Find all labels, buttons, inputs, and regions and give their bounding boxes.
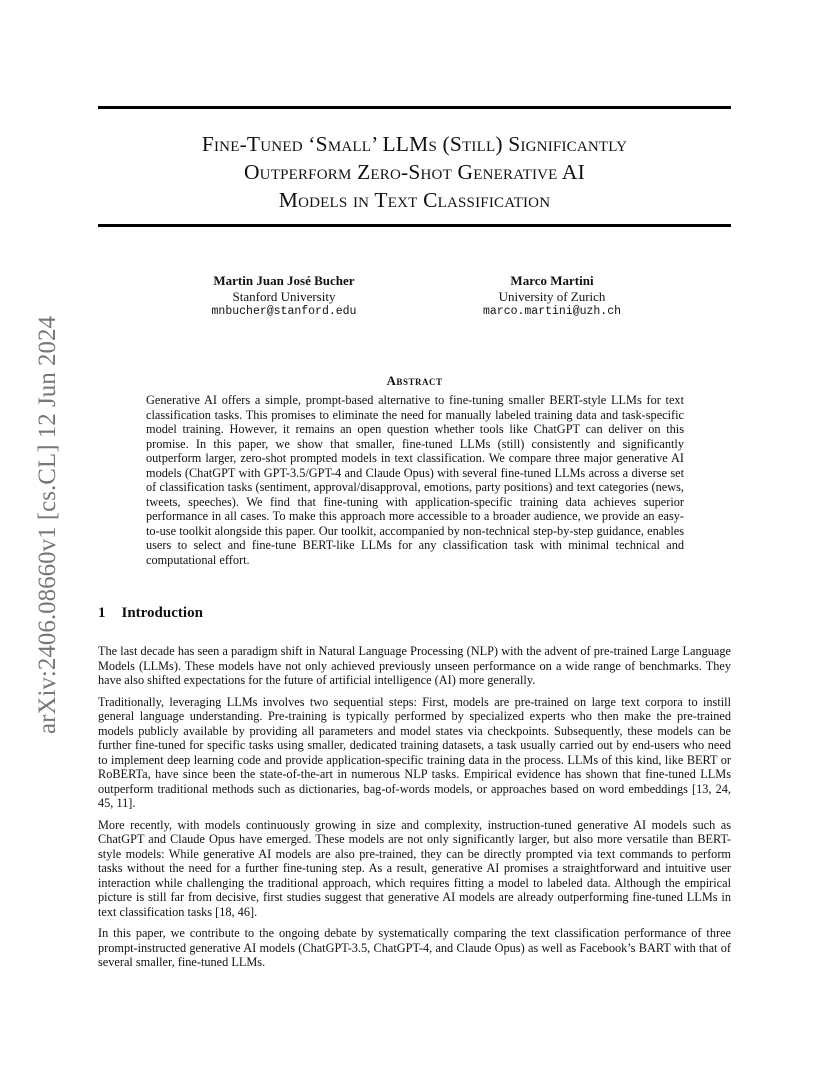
paragraph: More recently, with models continuously growing in size and complexity, instruction-tuned generative AI models such as ChatGPT and Claude Opus have emerged. These models are not only significantly larger, but also more versatile than BERT-style models: While generative AI models are also pre-trained, they can be directly prompted via text commands to perform tasks without the need for a further fine-tuning step. As a result, generative AI promises a straightforward and intuitive user interaction while challenging the traditional approach, which requires fitting a model to labeled data. Although the empirical picture is still far from decisive, first studies suggest that generative AI models are already outperforming fine-tuned LLMs in text classification tasks [18, 46]. bbox=[98, 817, 731, 919]
author-email[interactable]: marco.martini@uzh.ch bbox=[482, 305, 622, 318]
section-body bbox=[98, 644, 731, 977]
abstract-body: Generative AI offers a simple, prompt-based alternative to fine-tuning smaller BERT-style LLMs for text classification tasks. This promises to eliminate the need for manually labeled training data and task-specific model training. However, it remains an open question whether tools like ChatGPT can deliver on this promise. In this paper, we show that smaller, fine-tuned LLMs (still) consistently and significantly outperform larger, zero-shot prompted models in text classification. We compare three major generative AI models (ChatGPT with GPT-3.5/GPT-4 and Claude Opus) with several fine-tuned LLMs across a diverse set of classification tasks (sentiment, approval/disapproval, emotions, party positions) and text categories (news, tweets, speeches). We find that fine-tuning with application-specific training data achieves superior performance in all cases. To make this approach more accessible to a broader audience, we provide an easy-to-use toolkit alongside this paper. Our toolkit, accompanied by non-technical step-by-step guidance, enables users to select and fine-tune BERT-like LLMs for any classification task with minimal technical and computational effort. bbox=[146, 393, 684, 567]
abstract-heading-text: Abstract bbox=[386, 373, 443, 388]
section-number: 1 bbox=[98, 605, 106, 621]
paper-title bbox=[98, 130, 731, 214]
title-bottom-rule bbox=[98, 224, 731, 227]
title-line-2: Outperform Zero-Shot Generative AI bbox=[243, 160, 586, 184]
author-name: Marco Martini bbox=[510, 273, 594, 288]
author-affiliation: University of Zurich bbox=[498, 288, 606, 304]
section-heading bbox=[98, 605, 203, 622]
title-line-3: Models in Text Classification bbox=[278, 188, 551, 212]
arxiv-sidebar-stamp: arXiv:2406.08660v1 [cs.CL] 12 Jun 2024 bbox=[34, 315, 61, 735]
paragraph: The last decade has seen a paradigm shift in Natural Language Processing (NLP) with the advent of pre-trained Large Language Models (LLMs). These models have not only achieved previously unseen performance on a wide range of benchmarks. They have also shifted expectations for the future of artificial intelligence (AI) more generally. bbox=[98, 644, 731, 687]
author-affiliation: Stanford University bbox=[232, 288, 336, 304]
author-name: Martin Juan José Bucher bbox=[213, 273, 355, 288]
section-title: Introduction bbox=[121, 605, 203, 621]
title-line-1: Fine-Tuned ‘Small’ LLMs (Still) Significantly bbox=[201, 132, 628, 156]
author-block-1 bbox=[184, 273, 384, 320]
paragraph: In this paper, we contribute to the ongoing debate by systematically comparing the text classification performance of three prompt-instructed generative AI models (ChatGPT-3.5, ChatGPT-4, and Claude Opus) as well as Facebook’s BART with that of several smaller, fine-tuned LLMs. bbox=[98, 926, 731, 969]
title-top-rule bbox=[98, 106, 731, 109]
author-email[interactable]: mnbucher@stanford.edu bbox=[211, 305, 357, 318]
abstract-heading bbox=[98, 373, 731, 389]
paragraph: Traditionally, leveraging LLMs involves two sequential steps: First, models are pre-trained on large text corpora to instill general language understanding. Pre-training is typically performed by specialized experts who then make the pre-trained models publicly available by providing all parameters and model states via checkpoints. Subsequently, these models can be further fine-tuned for specific tasks using smaller, dedicated training datasets, a task usually carried out by end-users who need to implement deep learning code and provide application-specific training data in the process. LLMs of this kind, like BERT or RoBERTa, have since been the state-of-the-art in numerous NLP tasks. Empirical evidence has shown that fine-tuned LLMs outperform traditional methods such as dictionaries, bag-of-words models, or approaches based on word embeddings [13, 24, 45, 11]. bbox=[98, 694, 731, 810]
author-block-2 bbox=[452, 273, 652, 320]
